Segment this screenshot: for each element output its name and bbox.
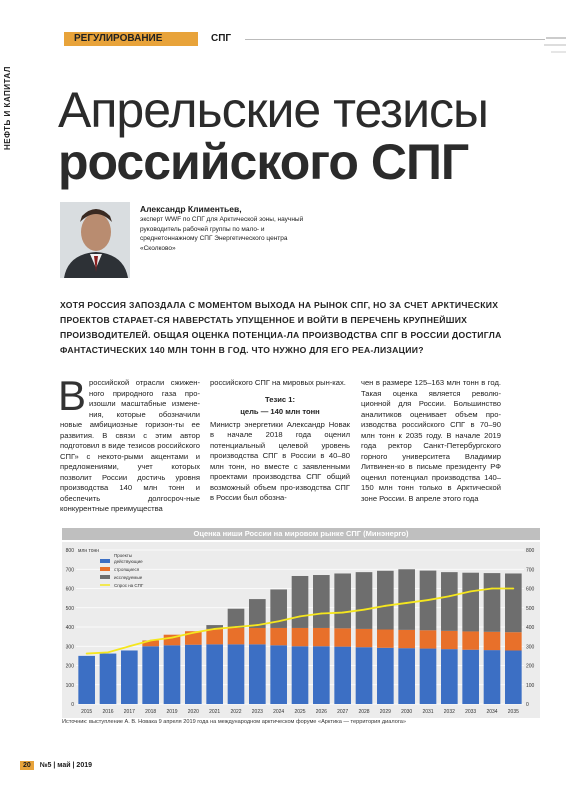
demand-point — [363, 609, 365, 611]
y-tick-label-right: 300 — [526, 644, 535, 651]
bar-Проекты-действующие — [377, 648, 394, 704]
x-tick-label: 2016 — [102, 709, 114, 715]
legend-swatch — [100, 575, 110, 579]
title-line-2: российского СПГ — [58, 134, 469, 190]
issue-label: №5 | май | 2019 — [39, 762, 92, 769]
demand-point — [384, 605, 386, 607]
title-line-1: Апрельские тезисы — [58, 82, 488, 138]
rubric-divider — [245, 39, 545, 40]
x-tick-label: 2017 — [123, 709, 135, 715]
legend-swatch — [100, 559, 110, 563]
bar-строящиеся — [420, 630, 437, 648]
bar-строящиеся — [462, 631, 479, 649]
demand-point — [150, 640, 152, 642]
demand-point — [342, 612, 344, 614]
x-tick-label: 2020 — [187, 709, 199, 715]
x-tick-label: 2022 — [230, 709, 242, 715]
x-tick-label: 2015 — [81, 709, 93, 715]
topic-rubric: СПГ — [211, 33, 232, 44]
bar-Проекты-действующие — [142, 646, 159, 704]
demand-point — [256, 624, 258, 626]
bar-Проекты-действующие — [270, 645, 287, 704]
column-2-bottom-text: Министр энергетики Александр Новак в начале 2018 года оценил потенциальный целевой уровень производства СПГ в России в 40–80 млн тонн, но вместе с заявленными проектами производства СПГ общий возможный объем про-изводства СПГ в России был обозна- — [210, 419, 350, 502]
bar-исследуемые — [462, 573, 479, 632]
bar-Проекты-действующие — [462, 650, 479, 704]
bar-строящиеся — [505, 632, 522, 650]
bar-исследуемые — [313, 575, 330, 628]
section-rubric: РЕГУЛИРОВАНИЕ — [64, 32, 198, 46]
x-tick-label: 2018 — [145, 709, 157, 715]
bar-Проекты-действующие — [100, 654, 117, 704]
y-tick-label-right: 700 — [526, 567, 535, 574]
y-tick-label-left: 500 — [65, 605, 74, 612]
y-tick-label-left: 700 — [65, 567, 74, 574]
x-tick-label: 2032 — [443, 709, 455, 715]
demand-point — [470, 590, 472, 592]
bar-Проекты-действующие — [185, 645, 202, 704]
legend-label: Спрос на СПГ — [114, 583, 144, 588]
y-tick-label-right: 100 — [526, 682, 535, 689]
y-tick-label-right: 400 — [526, 625, 535, 631]
subheading-goal: цель — 140 млн тонн — [240, 407, 320, 416]
corner-decoration — [506, 0, 566, 60]
bar-исследуемые — [334, 573, 351, 628]
bar-Проекты-действующие — [164, 645, 181, 704]
magazine-side-label: НЕФТЬ И КАПИТАЛ — [3, 66, 12, 150]
x-tick-label: 2019 — [166, 709, 178, 715]
demand-point — [278, 620, 280, 622]
page-number: 20 — [20, 761, 34, 770]
bar-строящиеся — [228, 628, 245, 644]
bar-Проекты-действующие — [505, 650, 522, 704]
y-tick-label-right: 200 — [526, 663, 535, 670]
legend-label: исследуемые — [114, 575, 143, 580]
y-axis-label: млн тонн — [78, 548, 100, 554]
y-tick-label-left: 600 — [65, 586, 74, 593]
x-tick-label: 2029 — [379, 709, 391, 715]
y-tick-label-left: 300 — [65, 644, 74, 651]
x-tick-label: 2034 — [486, 709, 498, 715]
bar-Проекты-действующие — [313, 646, 330, 704]
column-2-top-text: российского СПГ на мировых рын-ках. — [210, 378, 346, 387]
bar-Проекты-действующие — [249, 644, 266, 704]
legend-label: Проекты — [114, 553, 133, 558]
legend-label: действующие — [114, 559, 143, 564]
x-tick-label: 2021 — [209, 709, 221, 715]
bar-Проекты-действующие — [441, 649, 458, 704]
x-tick-label: 2031 — [422, 709, 434, 715]
lng-chart — [62, 542, 540, 718]
bar-строящиеся — [313, 628, 330, 646]
bar-Проекты-действующие — [484, 650, 501, 704]
bar-Проекты-действующие — [356, 647, 373, 704]
chart-source: Источник: выступление А. В. Новака 9 апреля 2019 года на международном арктическом форуме «Арктика — территория диалога» — [62, 719, 406, 725]
author-block — [140, 204, 320, 253]
demand-point — [214, 628, 216, 630]
chart-title: Оценка ниши России на мировом рынке СПГ (Минэнерго) — [62, 528, 540, 540]
x-tick-label: 2028 — [358, 709, 370, 715]
bar-строящиеся — [441, 631, 458, 649]
demand-point — [320, 613, 322, 615]
bar-исследуемые — [505, 573, 522, 632]
demand-point — [107, 652, 109, 654]
bar-Проекты-действующие — [334, 647, 351, 704]
x-tick-label: 2035 — [507, 709, 519, 715]
author-bio: эксперт WWF по СПГ для Арктической зоны, научный руководитель рабочей группы по мало- и среднетоннажному СПГ Энергетического центра «Сколково» — [140, 216, 304, 252]
bar-строящиеся — [206, 629, 223, 644]
x-tick-label: 2023 — [251, 709, 263, 715]
legend-label: строящиеся — [114, 567, 140, 572]
demand-point — [299, 616, 301, 618]
demand-point — [235, 626, 237, 628]
bar-строящиеся — [334, 628, 351, 646]
bar-Проекты-действующие — [228, 644, 245, 704]
x-tick-label: 2033 — [465, 709, 477, 715]
y-tick-label-left: 100 — [65, 682, 74, 689]
bar-Проекты-действующие — [206, 644, 223, 704]
demand-point — [406, 602, 408, 604]
drop-cap: В — [58, 372, 87, 419]
bar-Проекты-действующие — [121, 650, 138, 704]
author-name: Александр Климентьев, — [140, 204, 242, 214]
bar-Проекты-действующие — [398, 648, 415, 704]
demand-point — [512, 588, 514, 590]
bar-строящиеся — [484, 632, 501, 650]
demand-point — [86, 653, 88, 655]
bar-строящиеся — [270, 628, 287, 645]
bar-строящиеся — [292, 628, 309, 646]
demand-point — [448, 595, 450, 597]
y-tick-label-right: 0 — [526, 702, 529, 708]
y-tick-label-right: 800 — [526, 548, 535, 554]
column-1-text: российской отрасли сжижен-ного природного газа про-изошли масштабные измене-ния, которые обозначили новые амбициозные горизон-ты ее развития. В связи с этим автор подготовил в виде тезисов российского СПГ» с некото-рыми акцентами и предложениями, учет которых позволит России достичь уровня производства 140 млн тонн и обеспечить долгосроч-ные конкурентные преимущества — [60, 378, 200, 513]
bar-Проекты-действующие — [420, 649, 437, 704]
bar-строящиеся — [249, 628, 266, 644]
bar-исследуемые — [228, 609, 245, 628]
bar-исследуемые — [292, 576, 309, 628]
bar-строящиеся — [356, 629, 373, 647]
bar-исследуемые — [377, 571, 394, 630]
legend-swatch — [100, 567, 110, 571]
y-tick-label-left: 400 — [65, 625, 74, 631]
bar-Проекты-действующие — [78, 656, 95, 704]
demand-point — [128, 645, 130, 647]
page-footer — [20, 762, 92, 769]
bar-исследуемые — [441, 572, 458, 631]
x-tick-label: 2030 — [401, 709, 413, 715]
body-column-3: чен в размере 125–163 млн тонн в год. Такая оценка является револю-ционной для России. Большинство аналитиков оценивает объем про-изводства российского СПГ в 70–90 млн тонн к 2035 году. В начале 2019 года ректор Санкт-Петербургского горного университета Владимир Литвинен-ко в письме президенту РФ оценил потенциал производства 140–150 млн тонн только в Арктической зоне России. В апреле этого года — [361, 378, 501, 503]
bar-Проекты-действующие — [292, 646, 309, 704]
bar-исследуемые — [356, 572, 373, 629]
author-photo — [60, 202, 130, 278]
x-tick-label: 2027 — [337, 709, 349, 715]
demand-point — [427, 599, 429, 601]
y-tick-label-left: 200 — [65, 663, 74, 670]
demand-point — [192, 632, 194, 634]
bar-строящиеся — [398, 630, 415, 648]
body-column-2 — [210, 378, 350, 504]
x-tick-label: 2024 — [273, 709, 285, 715]
body-column-1 — [58, 372, 200, 515]
x-tick-label: 2025 — [294, 709, 306, 715]
y-tick-label-left: 0 — [71, 702, 74, 708]
bar-строящиеся — [377, 630, 394, 648]
article-title — [58, 84, 488, 188]
bar-исследуемые — [398, 569, 415, 630]
demand-point — [171, 637, 173, 639]
article-lead: ХОТЯ РОССИЯ ЗАПОЗДАЛА С МОМЕНТОМ ВЫХОДА НА РЫНОК СПГ, НО ЗА СЧЕТ АРКТИЧЕСКИХ ПРОЕКТОВ СТАРАЕТ-СЯ НАВЕРСТАТЬ УПУЩЕННОЕ И ВОЙТИ В ПЕРЕЧЕНЬ КРУПНЕЙШИХ ПРОИЗВОДИТЕЛЕЙ. ОБЩАЯ ОЦЕНКА ПОТЕНЦИА-ЛА ПРОИЗВОДСТВА СПГ В РОССИИ ДОСТИГЛА ФАНТАСТИЧЕСКИХ 140 МЛН ТОНН В ГОД. ЧТО НУЖНО ДЛЯ ЕГО РЕА-ЛИЗАЦИИ? — [60, 300, 502, 355]
demand-point — [491, 588, 493, 590]
y-tick-label-left: 800 — [65, 548, 74, 554]
x-tick-label: 2026 — [315, 709, 327, 715]
y-tick-label-right: 500 — [526, 605, 535, 612]
subheading-thesis: Тезис 1: — [264, 394, 295, 404]
bar-исследуемые — [484, 573, 501, 632]
y-tick-label-right: 600 — [526, 586, 535, 593]
